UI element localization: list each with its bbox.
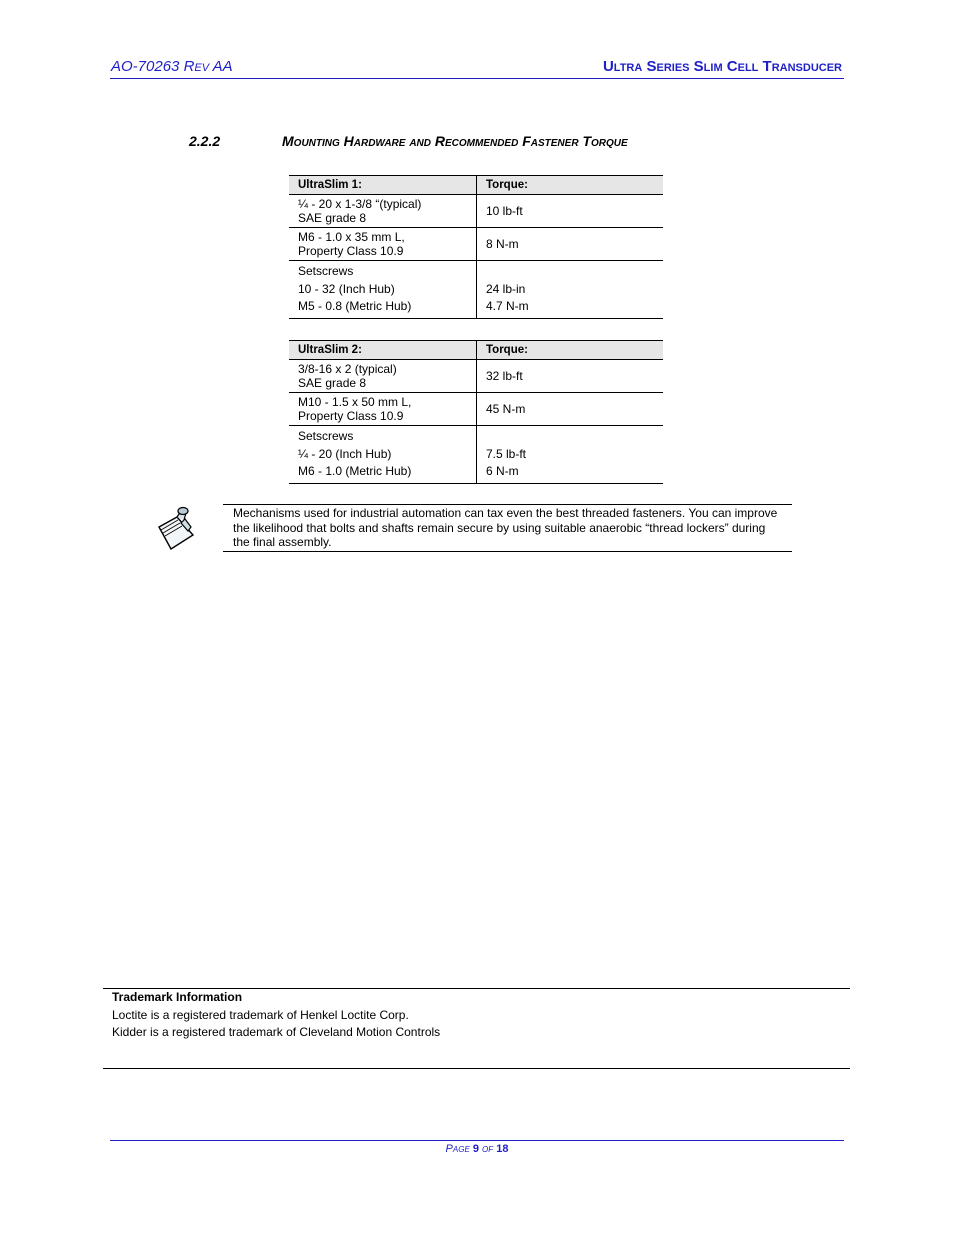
spec-line: Setscrews bbox=[298, 264, 354, 278]
table-row bbox=[289, 393, 663, 426]
column-header-model: UltraSlim 1: bbox=[289, 176, 477, 195]
table-row bbox=[289, 228, 663, 261]
torque-line: 24 lb-in bbox=[486, 281, 526, 296]
spec-cell bbox=[289, 195, 477, 228]
trademark-line: Loctite is a registered trademark of Henkel Loctite Corp. bbox=[112, 1008, 409, 1022]
torque-cell: 10 lb-ft bbox=[477, 195, 664, 228]
torque-cell bbox=[477, 261, 664, 319]
torque-line bbox=[486, 263, 654, 281]
torque-table-ultraslim-1 bbox=[289, 175, 663, 319]
spec-line: SAE grade 8 bbox=[298, 376, 367, 390]
trademark-line: Kidder is a registered trademark of Cleveland Motion Controls bbox=[112, 1025, 441, 1039]
header-rule bbox=[110, 78, 844, 79]
total-pages: 18 bbox=[496, 1143, 509, 1155]
spec-line: M6 - 1.0 (Metric Hub) bbox=[298, 464, 412, 478]
note-text: Mechanisms used for industrial automation can tax even the best threaded fasteners. You can improve the likelihood that bolts and shafts remain secure by using suitable anaerobic “thread lockers” during the final assembly. bbox=[233, 506, 778, 549]
trademark-rule-top bbox=[103, 988, 850, 989]
torque-cell: 8 N-m bbox=[477, 228, 664, 261]
spec-line: Setscrews bbox=[298, 429, 354, 443]
spec-line: M5 - 0.8 (Metric Hub) bbox=[298, 299, 412, 313]
of-word: of bbox=[482, 1143, 494, 1155]
table-row bbox=[289, 261, 663, 319]
torque-line: 7.5 lb-ft bbox=[486, 446, 527, 461]
spec-line: ¼ - 20 (Inch Hub) bbox=[298, 446, 392, 461]
spec-cell bbox=[289, 393, 477, 426]
trademark-title: Trademark Information bbox=[112, 990, 243, 1004]
spec-line: 3/8-16 x 2 (typical) bbox=[298, 362, 397, 376]
torque-line: 6 N-m bbox=[486, 464, 519, 478]
spec-line: 10 - 32 (Inch Hub) bbox=[298, 281, 395, 296]
note-pad-icon bbox=[155, 505, 197, 551]
section-number: 2.2.2 bbox=[189, 133, 221, 149]
spec-cell bbox=[289, 261, 477, 319]
spec-cell bbox=[289, 426, 477, 484]
torque-cell bbox=[477, 426, 664, 484]
table-row bbox=[289, 195, 663, 228]
torque-cell: 45 N-m bbox=[477, 393, 664, 426]
spec-line: ¼ - 20 x 1-3/8 “(typical) bbox=[298, 197, 422, 211]
doc-id: AO-70263 bbox=[111, 58, 180, 75]
document-id bbox=[111, 58, 233, 75]
spec-line: SAE grade 8 bbox=[298, 211, 367, 225]
torque-cell: 32 lb-ft bbox=[477, 360, 664, 393]
spec-line: M10 - 1.5 x 50 mm L, bbox=[298, 395, 412, 409]
table-header-row bbox=[289, 341, 663, 360]
torque-table-ultraslim-2 bbox=[289, 340, 663, 484]
footer-rule bbox=[110, 1140, 844, 1141]
page-number bbox=[0, 1143, 954, 1155]
column-header-torque: Torque: bbox=[477, 341, 664, 360]
spec-cell bbox=[289, 228, 477, 261]
spec-line: Property Class 10.9 bbox=[298, 409, 404, 423]
table-header-row bbox=[289, 176, 663, 195]
trademark-rule-bottom bbox=[103, 1068, 850, 1069]
section-title: Mounting Hardware and Recommended Fastener Torque bbox=[282, 133, 628, 149]
column-header-torque: Torque: bbox=[477, 176, 664, 195]
spec-line: M6 - 1.0 x 35 mm L, bbox=[298, 230, 405, 244]
torque-line: 4.7 N-m bbox=[486, 299, 529, 313]
page-word: Page bbox=[445, 1143, 470, 1155]
document-title: Ultra Series Slim Cell Transducer bbox=[602, 58, 842, 75]
spec-line: Property Class 10.9 bbox=[298, 244, 404, 258]
table-row bbox=[289, 426, 663, 484]
column-header-model: UltraSlim 2: bbox=[289, 341, 477, 360]
table-row bbox=[289, 360, 663, 393]
current-page: 9 bbox=[472, 1143, 479, 1155]
spec-cell bbox=[289, 360, 477, 393]
revision: Rev AA bbox=[183, 58, 233, 75]
torque-line bbox=[486, 428, 654, 446]
